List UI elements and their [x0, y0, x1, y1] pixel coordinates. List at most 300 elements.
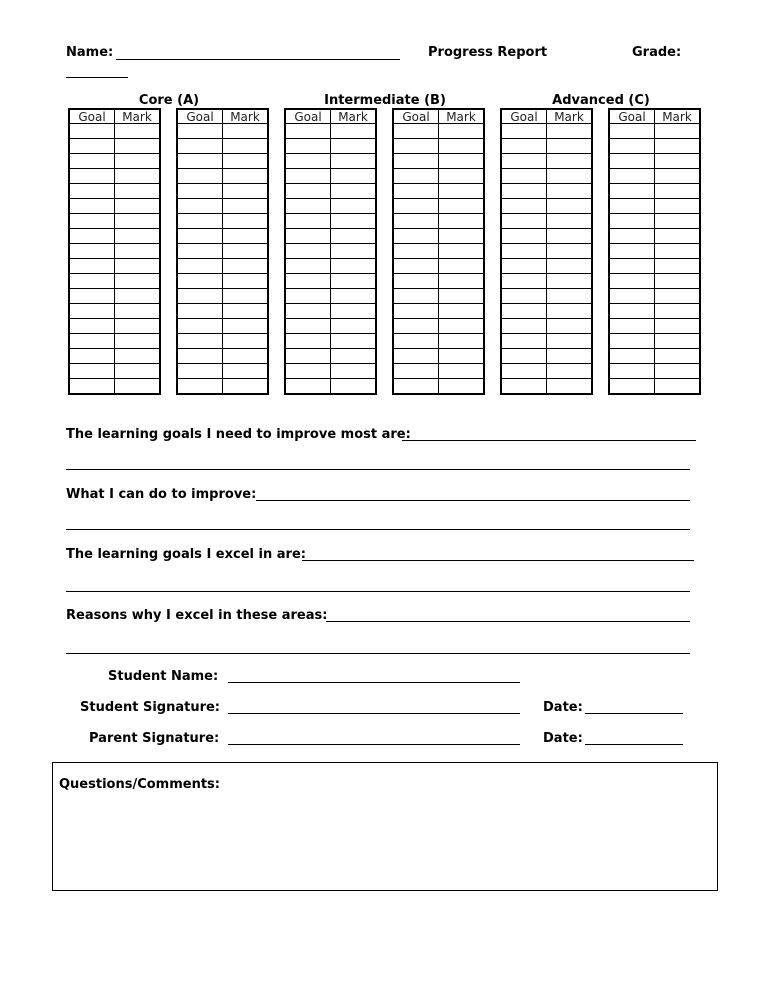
- goal-cell[interactable]: [285, 154, 331, 169]
- mark-cell[interactable]: [223, 214, 269, 229]
- goal-cell[interactable]: [393, 199, 439, 214]
- goal-cell[interactable]: [609, 274, 655, 289]
- mark-cell[interactable]: [655, 199, 701, 214]
- mark-cell[interactable]: [655, 229, 701, 244]
- mark-cell[interactable]: [655, 214, 701, 229]
- table-row: [501, 364, 592, 379]
- mark-cell[interactable]: [655, 364, 701, 379]
- goal-cell[interactable]: [177, 154, 223, 169]
- goal-cell[interactable]: [501, 169, 547, 184]
- mark-cell[interactable]: [655, 349, 701, 364]
- goal-cell[interactable]: [393, 349, 439, 364]
- table-row: [285, 184, 376, 199]
- goal-cell[interactable]: [393, 139, 439, 154]
- mark-cell[interactable]: [655, 259, 701, 274]
- mark-cell[interactable]: [439, 289, 485, 304]
- goal-cell[interactable]: [501, 289, 547, 304]
- goal-cell[interactable]: [393, 364, 439, 379]
- mark-cell[interactable]: [439, 139, 485, 154]
- mark-cell[interactable]: [547, 379, 593, 395]
- goal-mark-table: [608, 108, 701, 395]
- goal-cell[interactable]: [393, 229, 439, 244]
- table-row: [285, 364, 376, 379]
- grade-field-line[interactable]: [66, 77, 128, 78]
- mark-cell[interactable]: [331, 229, 377, 244]
- goal-cell[interactable]: [393, 124, 439, 139]
- table-row: [285, 289, 376, 304]
- goal-cell[interactable]: [177, 304, 223, 319]
- prompt-excel-reasons: Reasons why I excel in these areas:: [66, 608, 328, 623]
- mark-cell[interactable]: [115, 214, 161, 229]
- mark-cell[interactable]: [439, 334, 485, 349]
- mark-cell[interactable]: [547, 244, 593, 259]
- student-date-line[interactable]: [585, 713, 683, 714]
- mark-cell[interactable]: [115, 364, 161, 379]
- mark-cell[interactable]: [547, 214, 593, 229]
- goal-cell[interactable]: [69, 364, 115, 379]
- table-row: [393, 364, 484, 379]
- goal-cell[interactable]: [393, 274, 439, 289]
- goal-cell[interactable]: [177, 289, 223, 304]
- mark-cell[interactable]: [223, 154, 269, 169]
- goal-cell[interactable]: [501, 229, 547, 244]
- mark-cell[interactable]: [655, 169, 701, 184]
- mark-cell[interactable]: [115, 199, 161, 214]
- goal-cell[interactable]: [393, 304, 439, 319]
- excel-goals-line-1[interactable]: [302, 560, 694, 561]
- table-row: [501, 289, 592, 304]
- group-title-core: Core (A): [138, 93, 200, 108]
- table-row: [393, 289, 484, 304]
- goal-cell[interactable]: [177, 244, 223, 259]
- goal-cell[interactable]: [285, 259, 331, 274]
- goal-cell[interactable]: [501, 334, 547, 349]
- mark-cell[interactable]: [655, 124, 701, 139]
- goal-cell[interactable]: [393, 244, 439, 259]
- excel-goals-line-2[interactable]: [66, 591, 690, 592]
- comments-box[interactable]: [52, 762, 718, 891]
- mark-cell[interactable]: [439, 304, 485, 319]
- goal-cell[interactable]: [285, 214, 331, 229]
- goal-cell[interactable]: [501, 274, 547, 289]
- mark-cell[interactable]: [439, 319, 485, 334]
- table-row: [501, 244, 592, 259]
- table-row: [285, 349, 376, 364]
- mark-cell[interactable]: [115, 349, 161, 364]
- goal-cell[interactable]: [393, 319, 439, 334]
- mark-cell[interactable]: [655, 304, 701, 319]
- goal-cell[interactable]: [177, 319, 223, 334]
- parent-date-line[interactable]: [585, 744, 683, 745]
- mark-cell[interactable]: [331, 334, 377, 349]
- mark-cell[interactable]: [547, 169, 593, 184]
- goal-cell[interactable]: [177, 139, 223, 154]
- goal-cell[interactable]: [69, 379, 115, 395]
- goal-cell[interactable]: [393, 334, 439, 349]
- mark-cell[interactable]: [331, 274, 377, 289]
- mark-column-header: Mark: [439, 109, 485, 124]
- mark-cell[interactable]: [439, 199, 485, 214]
- goal-cell[interactable]: [609, 379, 655, 395]
- mark-cell[interactable]: [331, 169, 377, 184]
- parent-date-label: Date:: [543, 731, 583, 746]
- goal-cell[interactable]: [285, 184, 331, 199]
- goal-cell[interactable]: [609, 184, 655, 199]
- mark-cell[interactable]: [115, 334, 161, 349]
- excel-reasons-line-2[interactable]: [66, 653, 690, 654]
- goal-cell[interactable]: [285, 334, 331, 349]
- table-row: [69, 379, 160, 395]
- goal-cell[interactable]: [501, 304, 547, 319]
- table-row: [393, 259, 484, 274]
- mark-cell[interactable]: [331, 244, 377, 259]
- mark-cell[interactable]: [439, 214, 485, 229]
- goal-cell[interactable]: [69, 229, 115, 244]
- mark-cell[interactable]: [223, 184, 269, 199]
- page-title: Progress Report: [428, 45, 548, 60]
- mark-cell[interactable]: [115, 274, 161, 289]
- table-row: [393, 319, 484, 334]
- mark-cell[interactable]: [331, 154, 377, 169]
- goal-cell[interactable]: [69, 124, 115, 139]
- goal-cell[interactable]: [393, 379, 439, 395]
- mark-cell[interactable]: [115, 169, 161, 184]
- goal-cell[interactable]: [609, 214, 655, 229]
- goal-cell[interactable]: [285, 364, 331, 379]
- goal-cell[interactable]: [609, 319, 655, 334]
- goal-cell[interactable]: [501, 124, 547, 139]
- goal-mark-table: [500, 108, 593, 395]
- mark-cell[interactable]: [223, 124, 269, 139]
- mark-cell[interactable]: [223, 364, 269, 379]
- mark-cell[interactable]: [115, 244, 161, 259]
- table-row: [609, 364, 700, 379]
- mark-cell[interactable]: [439, 154, 485, 169]
- mark-cell[interactable]: [439, 274, 485, 289]
- goal-cell[interactable]: [69, 169, 115, 184]
- table-row: [609, 124, 700, 139]
- goal-cell[interactable]: [501, 154, 547, 169]
- goal-cell[interactable]: [609, 304, 655, 319]
- mark-cell[interactable]: [331, 379, 377, 395]
- table-row: [69, 364, 160, 379]
- mark-cell[interactable]: [439, 259, 485, 274]
- mark-cell[interactable]: [439, 184, 485, 199]
- table-row: [69, 244, 160, 259]
- goal-cell[interactable]: [69, 154, 115, 169]
- goal-cell[interactable]: [69, 304, 115, 319]
- goal-cell[interactable]: [285, 349, 331, 364]
- mark-cell[interactable]: [223, 334, 269, 349]
- table-row: [285, 274, 376, 289]
- goal-cell[interactable]: [177, 349, 223, 364]
- student-name-line[interactable]: [228, 682, 520, 683]
- table-row: [285, 154, 376, 169]
- table-row: [69, 199, 160, 214]
- goal-cell[interactable]: [609, 244, 655, 259]
- mark-column-header: Mark: [547, 109, 593, 124]
- goal-cell[interactable]: [501, 184, 547, 199]
- student-signature-label: Student Signature:: [80, 700, 220, 715]
- mark-cell[interactable]: [547, 199, 593, 214]
- goal-cell[interactable]: [609, 229, 655, 244]
- mark-cell[interactable]: [223, 289, 269, 304]
- mark-cell[interactable]: [331, 124, 377, 139]
- goal-cell[interactable]: [501, 259, 547, 274]
- prompt-improve-goals: The learning goals I need to improve most are:: [66, 427, 411, 442]
- table-row: [177, 124, 268, 139]
- mark-cell[interactable]: [439, 349, 485, 364]
- goal-cell[interactable]: [285, 289, 331, 304]
- mark-cell[interactable]: [223, 199, 269, 214]
- parent-signature-label: Parent Signature:: [89, 731, 220, 746]
- mark-cell[interactable]: [547, 184, 593, 199]
- table-row: [609, 349, 700, 364]
- mark-cell[interactable]: [655, 379, 701, 395]
- goal-cell[interactable]: [177, 274, 223, 289]
- mark-cell[interactable]: [547, 124, 593, 139]
- mark-cell[interactable]: [439, 169, 485, 184]
- mark-cell[interactable]: [331, 199, 377, 214]
- mark-cell[interactable]: [331, 364, 377, 379]
- table-row: [177, 214, 268, 229]
- excel-reasons-line-1[interactable]: [326, 621, 690, 622]
- mark-cell[interactable]: [655, 154, 701, 169]
- table-row: [177, 199, 268, 214]
- mark-cell[interactable]: [331, 259, 377, 274]
- goal-cell[interactable]: [393, 289, 439, 304]
- goal-cell[interactable]: [501, 319, 547, 334]
- goal-cell[interactable]: [69, 184, 115, 199]
- goal-column-header: Goal: [393, 109, 439, 124]
- mark-cell[interactable]: [655, 184, 701, 199]
- goal-cell[interactable]: [501, 379, 547, 395]
- goal-cell[interactable]: [69, 214, 115, 229]
- mark-cell[interactable]: [331, 214, 377, 229]
- mark-column-header: Mark: [655, 109, 701, 124]
- mark-cell[interactable]: [115, 184, 161, 199]
- mark-cell[interactable]: [223, 274, 269, 289]
- goal-cell[interactable]: [609, 259, 655, 274]
- goal-cell[interactable]: [285, 319, 331, 334]
- table-row: [393, 199, 484, 214]
- goal-cell[interactable]: [609, 364, 655, 379]
- mark-cell[interactable]: [655, 334, 701, 349]
- table-row: [69, 289, 160, 304]
- mark-cell[interactable]: [115, 259, 161, 274]
- goal-cell[interactable]: [609, 199, 655, 214]
- mark-cell[interactable]: [223, 139, 269, 154]
- student-signature-line[interactable]: [228, 713, 520, 714]
- improve-goals-line-2[interactable]: [66, 469, 690, 470]
- goal-cell[interactable]: [285, 124, 331, 139]
- goal-cell[interactable]: [501, 139, 547, 154]
- table-row: [609, 379, 700, 395]
- goal-cell[interactable]: [69, 259, 115, 274]
- mark-cell[interactable]: [115, 229, 161, 244]
- mark-cell[interactable]: [439, 124, 485, 139]
- mark-cell[interactable]: [223, 379, 269, 395]
- mark-cell[interactable]: [547, 154, 593, 169]
- mark-cell[interactable]: [547, 364, 593, 379]
- goal-cell[interactable]: [609, 139, 655, 154]
- table-row: [393, 379, 484, 395]
- what-to-improve-line-2[interactable]: [66, 529, 690, 530]
- mark-cell[interactable]: [223, 319, 269, 334]
- goal-cell[interactable]: [69, 244, 115, 259]
- mark-cell[interactable]: [223, 259, 269, 274]
- table-row: [609, 319, 700, 334]
- goal-cell[interactable]: [393, 259, 439, 274]
- table-row: [501, 214, 592, 229]
- table-row: [393, 334, 484, 349]
- goal-cell[interactable]: [285, 169, 331, 184]
- mark-cell[interactable]: [115, 154, 161, 169]
- mark-cell[interactable]: [223, 169, 269, 184]
- mark-cell[interactable]: [547, 139, 593, 154]
- goal-cell[interactable]: [285, 229, 331, 244]
- goal-cell[interactable]: [177, 124, 223, 139]
- mark-cell[interactable]: [439, 364, 485, 379]
- table-row: [69, 229, 160, 244]
- mark-cell[interactable]: [439, 229, 485, 244]
- table-row: [609, 229, 700, 244]
- goal-cell[interactable]: [285, 379, 331, 395]
- table-row: [177, 274, 268, 289]
- goal-cell[interactable]: [69, 289, 115, 304]
- mark-cell[interactable]: [655, 139, 701, 154]
- mark-cell[interactable]: [547, 349, 593, 364]
- goal-cell[interactable]: [177, 199, 223, 214]
- mark-cell[interactable]: [547, 319, 593, 334]
- mark-cell[interactable]: [331, 289, 377, 304]
- mark-cell[interactable]: [331, 139, 377, 154]
- parent-signature-line[interactable]: [228, 744, 520, 745]
- mark-cell[interactable]: [223, 229, 269, 244]
- goal-column-header: Goal: [69, 109, 115, 124]
- table-row: [609, 244, 700, 259]
- goal-column-header: Goal: [177, 109, 223, 124]
- mark-cell[interactable]: [547, 304, 593, 319]
- goal-cell[interactable]: [501, 349, 547, 364]
- mark-cell[interactable]: [655, 244, 701, 259]
- table-row: [285, 259, 376, 274]
- table-row: [501, 259, 592, 274]
- improve-goals-line-1[interactable]: [402, 440, 696, 441]
- table-row: [393, 169, 484, 184]
- table-row: [69, 124, 160, 139]
- goal-cell[interactable]: [609, 349, 655, 364]
- goal-cell[interactable]: [393, 184, 439, 199]
- goal-cell[interactable]: [177, 259, 223, 274]
- table-row: [285, 199, 376, 214]
- mark-cell[interactable]: [547, 229, 593, 244]
- table-row: [285, 229, 376, 244]
- goal-cell[interactable]: [393, 169, 439, 184]
- name-field-line[interactable]: [116, 59, 400, 60]
- goal-cell[interactable]: [177, 184, 223, 199]
- goal-cell[interactable]: [69, 319, 115, 334]
- goal-cell[interactable]: [393, 154, 439, 169]
- goal-cell[interactable]: [393, 214, 439, 229]
- goal-cell[interactable]: [285, 199, 331, 214]
- goal-cell[interactable]: [609, 289, 655, 304]
- table-row: [393, 124, 484, 139]
- goal-cell[interactable]: [69, 349, 115, 364]
- goal-cell[interactable]: [609, 169, 655, 184]
- goal-cell[interactable]: [177, 334, 223, 349]
- goal-cell[interactable]: [285, 244, 331, 259]
- goal-cell[interactable]: [609, 154, 655, 169]
- table-row: [609, 289, 700, 304]
- table-row: [393, 274, 484, 289]
- mark-cell[interactable]: [655, 289, 701, 304]
- goal-cell[interactable]: [501, 364, 547, 379]
- mark-cell[interactable]: [115, 304, 161, 319]
- table-row: [501, 139, 592, 154]
- goal-cell[interactable]: [501, 214, 547, 229]
- mark-cell[interactable]: [547, 259, 593, 274]
- mark-cell[interactable]: [115, 319, 161, 334]
- mark-cell[interactable]: [331, 304, 377, 319]
- goal-cell[interactable]: [177, 364, 223, 379]
- goal-cell[interactable]: [609, 334, 655, 349]
- goal-cell[interactable]: [501, 244, 547, 259]
- goal-cell[interactable]: [177, 379, 223, 395]
- what-to-improve-line-1[interactable]: [256, 500, 690, 501]
- goal-mark-table: [284, 108, 377, 395]
- mark-cell[interactable]: [115, 379, 161, 395]
- goal-cell[interactable]: [285, 274, 331, 289]
- table-row: [177, 244, 268, 259]
- goal-cell[interactable]: [69, 139, 115, 154]
- goal-cell[interactable]: [285, 139, 331, 154]
- goal-cell[interactable]: [177, 214, 223, 229]
- mark-cell[interactable]: [331, 349, 377, 364]
- mark-cell[interactable]: [223, 244, 269, 259]
- goal-cell[interactable]: [177, 169, 223, 184]
- goal-cell[interactable]: [69, 334, 115, 349]
- goal-cell[interactable]: [69, 274, 115, 289]
- mark-cell[interactable]: [439, 244, 485, 259]
- mark-cell[interactable]: [547, 289, 593, 304]
- name-label: Name:: [66, 45, 114, 60]
- mark-cell[interactable]: [655, 274, 701, 289]
- goal-cell[interactable]: [501, 199, 547, 214]
- goal-cell[interactable]: [285, 304, 331, 319]
- table-row: [501, 304, 592, 319]
- mark-cell[interactable]: [223, 349, 269, 364]
- mark-cell[interactable]: [223, 304, 269, 319]
- mark-cell[interactable]: [547, 334, 593, 349]
- mark-cell[interactable]: [547, 274, 593, 289]
- mark-cell[interactable]: [115, 289, 161, 304]
- goal-cell[interactable]: [69, 199, 115, 214]
- mark-cell[interactable]: [439, 379, 485, 395]
- table-row: [285, 244, 376, 259]
- mark-cell[interactable]: [331, 319, 377, 334]
- table-row: [393, 184, 484, 199]
- mark-cell[interactable]: [115, 139, 161, 154]
- goal-cell[interactable]: [177, 229, 223, 244]
- goal-cell[interactable]: [609, 124, 655, 139]
- mark-cell[interactable]: [331, 184, 377, 199]
- group-title-intermediate: Intermediate (B): [324, 93, 446, 108]
- mark-cell[interactable]: [115, 124, 161, 139]
- mark-cell[interactable]: [655, 319, 701, 334]
- table-row: [501, 274, 592, 289]
- table-row: [285, 304, 376, 319]
